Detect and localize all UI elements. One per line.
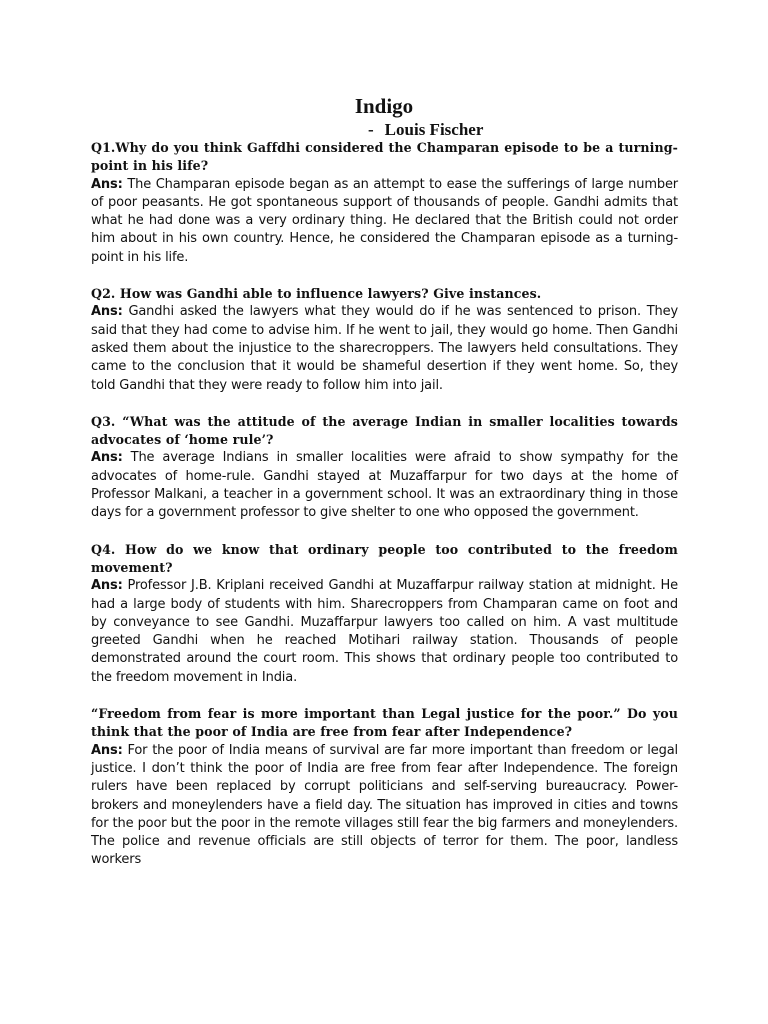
qa-item-5 [91, 705, 678, 870]
qa-item-1 [91, 139, 678, 267]
answer-text: For the poor of India means of survival are far more important than freedom or legal justice. I don’t think the poor of India are free from fear after Independence. The foreign rulers have been replaced by corrupt politicians and self-serving bureaucracy. Power- brokers and moneylenders have a field day. The situation has improved in cities and towns for the poor but the poor in the remote villages still fear the big farmers and moneylenders. The police and revenue officials are still objects of terror for them. The poor, landless workers [91, 742, 678, 868]
question-5: “Freedom from fear is more important than Legal justice for the poor.” Do you think that the poor of India are free from fear after Independence? [91, 706, 678, 740]
qa-item-2 [91, 285, 678, 395]
answer-label: Ans: [91, 450, 123, 466]
author-line [368, 120, 483, 140]
answer-text: The average Indians in smaller localities were afraid to show sympathy for the advocates of home-rule. Gandhi stayed at Muzaffarpur for two days at the home of Professor Malkani, a teacher in a government school. It was an extraordinary thing in those days for a government professor to give shelter to one who opposed the government. [91, 450, 679, 521]
answer-2 [91, 303, 678, 394]
question-3: Q3. “What was the attitude of the average Indian in smaller localities towards advocates of ‘home rule’? [91, 413, 678, 448]
question-1: Q1.Why do you think Gaffdhi considered the Champaran episode to be a turning- point in his life? [91, 140, 678, 174]
answer-text: Gandhi asked the lawyers what they would do if he was sentenced to prison. They said that they had come to advise him. If he went to jail, they would go home. Then Gandhi asked them about the injustice to the sharecroppers. The lawyers held consultations. They came to the conclusion that it would be shameful desertion if they went home. So, they told Gandhi that they were ready to follow him into jail. [91, 304, 678, 393]
answer-label: Ans: [91, 176, 123, 192]
author-name: Louis Fischer [384, 120, 484, 139]
answer-text: The Champaran episode began as an attempt to ease the sufferings of large number of poor peasants. He got spontaneous support of thousands of people. Gandhi admits that what he had done was a very ordinary thing. He declared that the British could not order him about in his own country. Hence, he considered the Champaran episode as a turning- point in his life. [91, 176, 678, 265]
author-dash: - [368, 120, 374, 139]
answer-1 [91, 176, 678, 267]
qa-item-4 [91, 541, 678, 687]
answer-label: Ans: [91, 578, 123, 594]
qa-item-3 [91, 413, 678, 523]
answer-5 [91, 742, 678, 870]
question-2: Q2. How was Gandhi able to influence lawyers? Give instances. [91, 286, 542, 302]
question-4: Q4. How do we know that ordinary people too contributed to the freedom movement? [91, 541, 678, 575]
answer-text: Professor J.B. Kriplani received Gandhi at Muzaffarpur railway station at midnight. He had a large body of students with him. Sharecroppers from Champaran came on foot and by conveyance to see Gandhi. Muzaffarpur lawyers too called on him. A vast multitude greeted Gandhi when he reached Motihari railway station. Thousands of people demonstrated around the court room. This shows that ordinary people too contributed to the freedom movement in India. [91, 578, 678, 685]
qa-list [91, 139, 678, 888]
answer-label: Ans: [91, 304, 123, 320]
answer-3 [91, 449, 678, 522]
answer-label: Ans: [91, 742, 123, 758]
document-title: Indigo [354, 94, 414, 118]
answer-4 [91, 577, 678, 687]
